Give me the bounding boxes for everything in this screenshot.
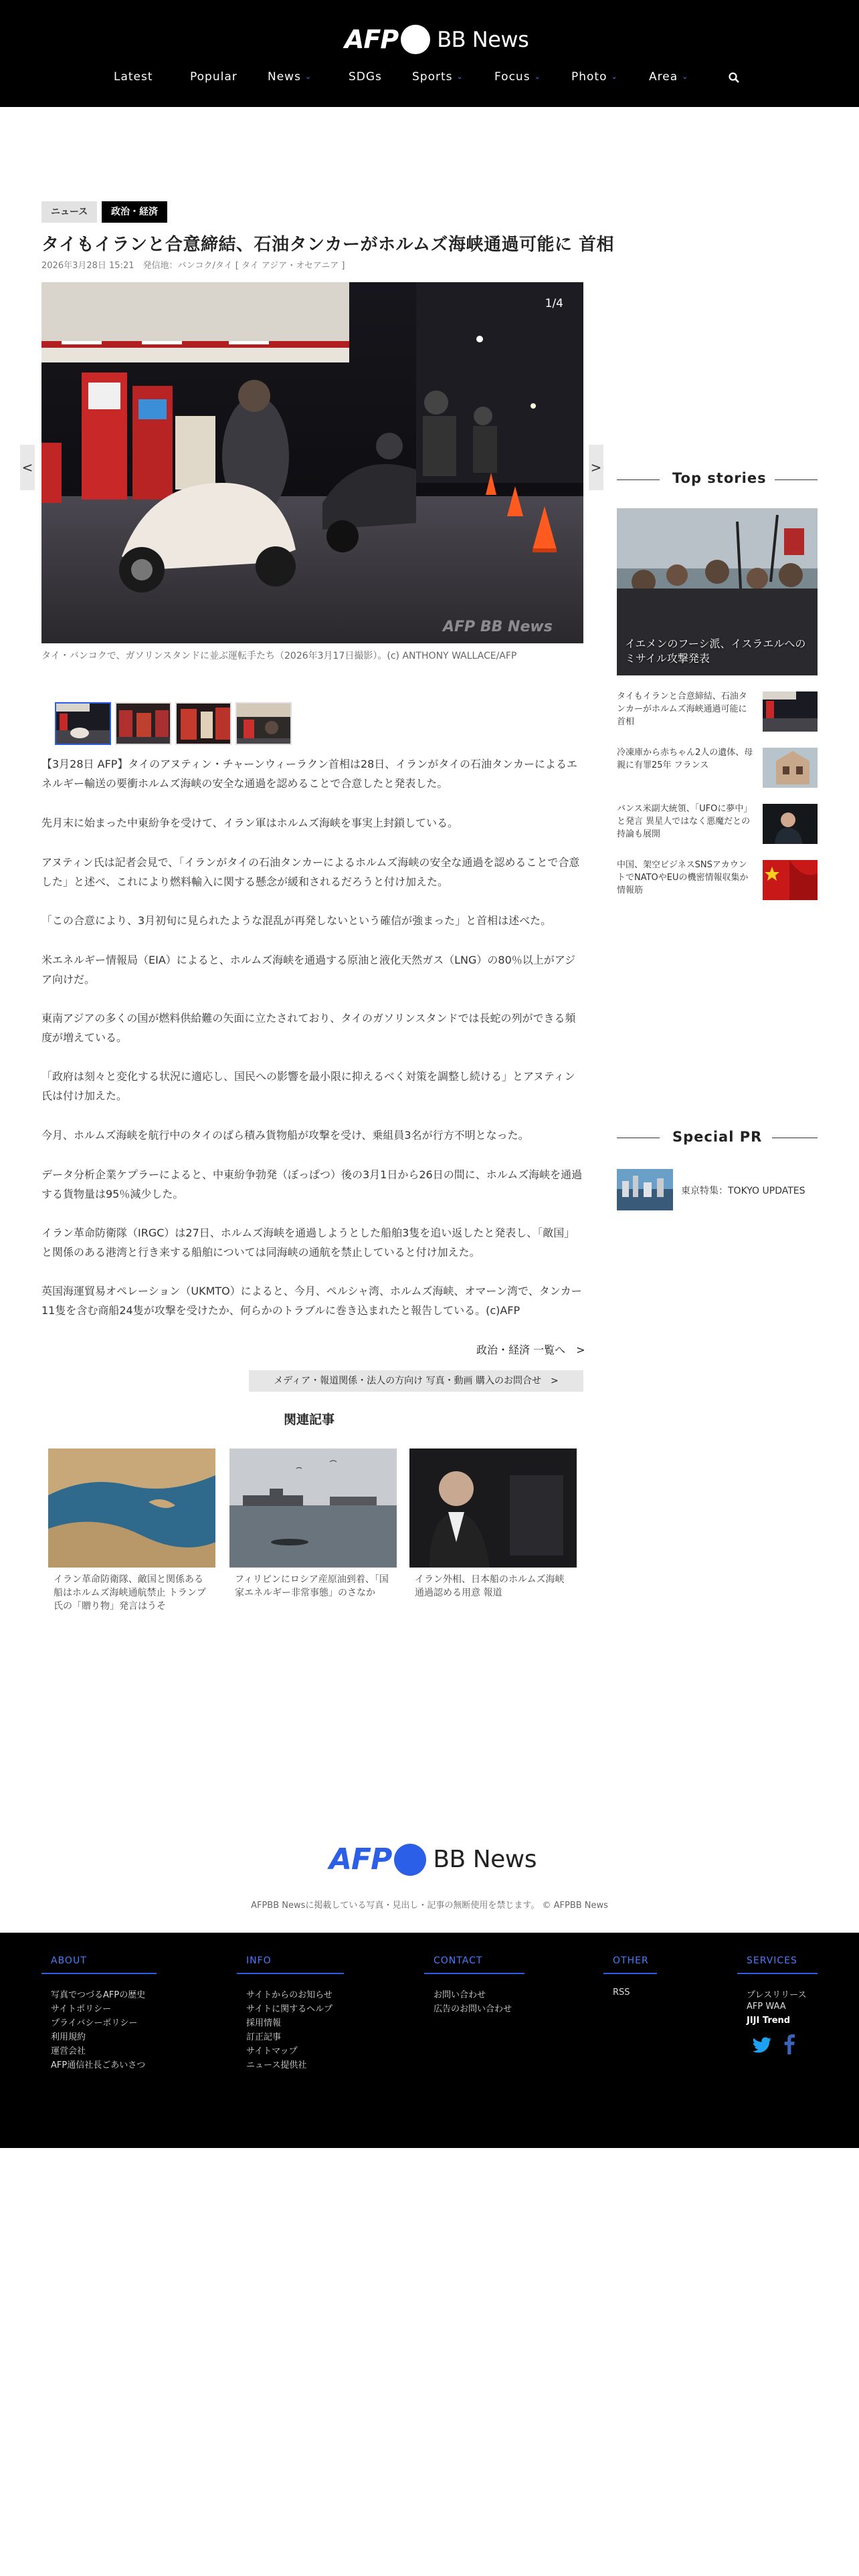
media-purchase-inquiry-button[interactable]: メディア・報道関係・法人の方向け 写真・動画 購入のお問合せ >	[249, 1370, 583, 1392]
logo-afp-text: AFP	[345, 25, 399, 54]
special-pr-item[interactable]	[617, 1169, 818, 1212]
footer-rule	[237, 1973, 344, 1974]
gallery-counter: 1/4	[545, 297, 563, 310]
nav-news[interactable]: News ⌄	[268, 70, 312, 84]
article-paragraph: アヌティン氏は記者会見で、「イランがタイの石油タンカーによるホルムズ海峡の安全な通過を認めることで合意した」と述べ、これにより燃料輸入に関する懸念が緩和されるだろうと付け加えた。	[41, 856, 580, 888]
footer-link[interactable]: RSS	[613, 1988, 630, 1998]
nav-focus[interactable]: Focus ⌄	[494, 70, 541, 84]
article-paragraph: 今月、ホルムズ海峡を航行中のタイのばら積み貨物船が攻撃を受け、乗組員3名が行方不明となった。	[41, 1129, 529, 1142]
related-article-title: イラン外相、日本船のホルムズ海峡通過認める用意 報道	[415, 1574, 565, 1598]
related-articles-heading: 関連記事	[284, 1412, 335, 1427]
related-article-title: イラン革命防衛隊、敵国と関係ある船はホルムズ海峡通航禁止 トランプ氏の「贈り物」発言はうそ	[54, 1574, 206, 1612]
site-footer	[0, 1933, 859, 2148]
footer-link[interactable]: ニュース提供社	[246, 2060, 307, 2070]
gallery-thumb-2[interactable]	[115, 702, 171, 745]
nav-latest[interactable]: Latest	[114, 70, 153, 84]
twitter-icon[interactable]	[752, 2037, 772, 2057]
top-story-item[interactable]	[617, 746, 818, 790]
top-story-item[interactable]	[617, 690, 818, 734]
footer-link[interactable]: プレスリリース	[747, 1990, 807, 2000]
special-pr-title: 東京特集：TOKYO UPDATES	[681, 1186, 805, 1196]
footer-link[interactable]: 運営会社	[51, 2046, 86, 2056]
footer-link[interactable]: 採用情報	[246, 2018, 282, 2028]
footer-link[interactable]: AFP WAA	[747, 2002, 786, 2012]
article-paragraph: イラン革命防衛隊（IRGC）は27日、ホルムズ海峡を通過しようとした船舶3隻を追い返したと発表し、「敵国」と関係のある港湾と行き来する船舶については同海峡の通航を禁止していると付け加えた。	[41, 1226, 575, 1259]
article-paragraph: データ分析企業ケプラーによると、中東紛争勃発（ぼっぱつ）後の3月1日から26日の間に、ホルムズ海峡を通過する貨物量は95％減少した。	[41, 1168, 583, 1200]
article-paragraph: 先月末に始まった中東紛争を受けて、イラン軍はホルムズ海峡を事実上封鎖している。	[41, 817, 459, 829]
divider	[775, 479, 818, 480]
footer-afpbb-logo[interactable]	[329, 1842, 537, 1876]
footer-heading-services: SERVICES	[747, 1955, 797, 1966]
nav-sports[interactable]: Sports ⌄	[412, 70, 464, 84]
logo-dot-icon	[401, 25, 430, 54]
article-paragraph: 東南アジアの多くの国が燃料供給難の矢面に立たされており、タイのガソリンスタンドでは長蛇の列ができる頻度が増えている。	[41, 1012, 576, 1044]
related-article-card[interactable]	[48, 1448, 215, 1613]
gallery-thumb-1[interactable]	[55, 702, 111, 745]
footer-link[interactable]: サイトマップ	[246, 2046, 298, 2056]
related-article-image	[229, 1448, 397, 1568]
top-story-thumbnail	[763, 691, 818, 732]
top-story-title: 中国、架空ビジネスSNSアカウントでNATOやEUの機密情報収集か 情報筋	[617, 860, 749, 895]
footer-link[interactable]: 写真でつづるAFPの歴史	[51, 1990, 146, 2000]
footer-logo-bb-text: BB News	[433, 1846, 537, 1873]
nav-sdgs[interactable]: SDGs	[349, 70, 382, 84]
nav-area[interactable]: Area ⌄	[649, 70, 689, 84]
footer-heading-contact: CONTACT	[434, 1955, 483, 1966]
gallery-prev-button[interactable]: <	[20, 445, 35, 490]
top-story-thumbnail	[763, 748, 818, 788]
divider	[617, 479, 660, 480]
gallery-next-button[interactable]: >	[589, 445, 603, 490]
related-article-card[interactable]	[229, 1448, 397, 1600]
gas-station-photo	[41, 282, 583, 643]
main-nav	[0, 70, 859, 93]
footer-link[interactable]: AFP通信社長ごあいさつ	[51, 2060, 146, 2070]
afpbb-logo[interactable]	[345, 21, 529, 58]
footer-rule	[603, 1973, 657, 1974]
top-story-title: バンス米副大統領、「UFOに夢中」と発言 異星人ではなく悪魔だとの持論も展開	[617, 804, 753, 839]
related-article-image	[48, 1448, 215, 1568]
footer-logo-dot-icon	[394, 1844, 426, 1876]
nav-photo[interactable]: Photo ⌄	[571, 70, 618, 84]
footer-logo-afp-text: AFP	[329, 1842, 392, 1876]
footer-link[interactable]: サイトからのお知らせ	[246, 1990, 332, 2000]
logo-bb-text: BB News	[437, 27, 529, 52]
top-story-title: タイもイランと合意締結、石油タンカーがホルムズ海峡通過可能に 首相	[617, 691, 747, 727]
special-pr-heading: Special PR	[672, 1129, 763, 1145]
special-pr-thumbnail	[617, 1169, 673, 1210]
footer-link[interactable]: 広告のお問い合わせ	[434, 2004, 512, 2014]
footer-link[interactable]: サイトポリシー	[51, 2004, 112, 2014]
gallery-thumb-4[interactable]	[235, 702, 292, 745]
category-list-link[interactable]: 政治・経済 一覧へ >	[476, 1344, 585, 1356]
footer-rule	[737, 1973, 818, 1974]
article-meta: 2026年3月28日 15:21 発信地：バンコク/タイ [ タイ アジア・オセアニア ]	[41, 261, 345, 271]
photo-caption: タイ・バンコクで、ガソリンスタンドに並ぶ運転手たち（2026年3月17日撮影）。(c) ANTHONY WALLACE/AFP	[41, 651, 517, 661]
footer-heading-other: OTHER	[613, 1955, 649, 1966]
gallery-thumb-3[interactable]	[175, 702, 231, 745]
chevron-down-icon: ⌄	[611, 72, 618, 81]
search-icon[interactable]	[728, 72, 740, 87]
top-story-hero-caption: イエメンのフーシ派、イスラエルへのミサイル攻撃発表	[625, 637, 806, 665]
chevron-down-icon: ⌄	[534, 72, 541, 81]
article-paragraph: 米エネルギー情報局（EIA）によると、ホルムズ海峡を通過する原油と液化天然ガス（LNG）の80％以上がアジア向けだ。	[41, 954, 576, 986]
footer-link[interactable]: プライバシーポリシー	[51, 2018, 138, 2028]
top-story-thumbnail	[763, 804, 818, 844]
article-paragraph: 「この合意により、3月初旬に見られたような混乱が再発しないという確信が強まった」と首相は述べた。	[41, 914, 552, 927]
nav-popular[interactable]: Popular	[190, 70, 237, 84]
gallery-main-photo[interactable]	[41, 282, 583, 643]
article-paragraph: 【3月28日 AFP】タイのアヌティン・チャーンウィーラクン首相は28日、イランがタイの石油タンカーによるエネルギー輸送の要衝ホルムズ海峡の安全な通過を認めることで合意したと発表した。	[41, 758, 577, 790]
jiji-trend-link[interactable]: JIJI Trend	[747, 2016, 791, 2026]
footer-rule	[41, 1973, 157, 1974]
footer-link[interactable]: お問い合わせ	[434, 1990, 486, 2000]
footer-rule	[424, 1973, 524, 1974]
copyright-notice: AFPBB Newsに掲載している写真・見出し・記事の無断使用を禁じます。 © AFPBB News	[251, 1901, 608, 1911]
article-title: タイもイランと合意締結、石油タンカーがホルムズ海峡通過可能に 首相	[41, 235, 614, 255]
chevron-down-icon: ⌄	[456, 72, 464, 81]
category-tag-news[interactable]: ニュース	[41, 201, 97, 223]
facebook-icon[interactable]	[784, 2034, 795, 2057]
top-story-hero[interactable]	[617, 508, 818, 675]
photo-watermark: AFP BB News	[443, 619, 553, 635]
related-article-image	[409, 1448, 577, 1568]
related-article-title: フィリピンにロシア産原油到着、「国家エネルギー非常事態」のさなか	[235, 1574, 389, 1598]
top-story-item[interactable]	[617, 859, 818, 903]
footer-link[interactable]: 訂正記事	[246, 2032, 282, 2042]
top-story-thumbnail	[763, 860, 818, 900]
top-story-title: 冷凍庫から赤ちゃん2人の遺体、母親に有罪25年 フランス	[617, 748, 753, 770]
chevron-down-icon: ⌄	[304, 72, 312, 81]
footer-heading-info: INFO	[246, 1955, 272, 1966]
site-header	[0, 0, 859, 107]
footer-link[interactable]: 利用規約	[51, 2032, 86, 2042]
category-tag-politics-economy[interactable]: 政治・経済	[102, 201, 167, 223]
article-paragraph: 「政府は刻々と変化する状況に適応し、国民への影響を最小限に抑えるべく対策を調整し続ける」とアヌティン氏は付け加えた。	[41, 1070, 575, 1102]
related-article-card[interactable]	[409, 1448, 577, 1600]
article-paragraph: 英国海運貿易オペレーション（UKMTO）によると、今月、ペルシャ湾、ホルムズ海峡、オマーン湾で、タンカー11隻を含む商船24隻が攻撃を受けたか、何らかのトラブルに巻き込まれたと報告している。(c)AFP	[41, 1285, 582, 1317]
chevron-down-icon: ⌄	[682, 72, 689, 81]
footer-heading-about: ABOUT	[51, 1955, 87, 1966]
top-stories-heading: Top stories	[672, 470, 767, 486]
top-story-item[interactable]	[617, 802, 818, 847]
footer-link[interactable]: サイトに関するヘルプ	[246, 2004, 333, 2014]
